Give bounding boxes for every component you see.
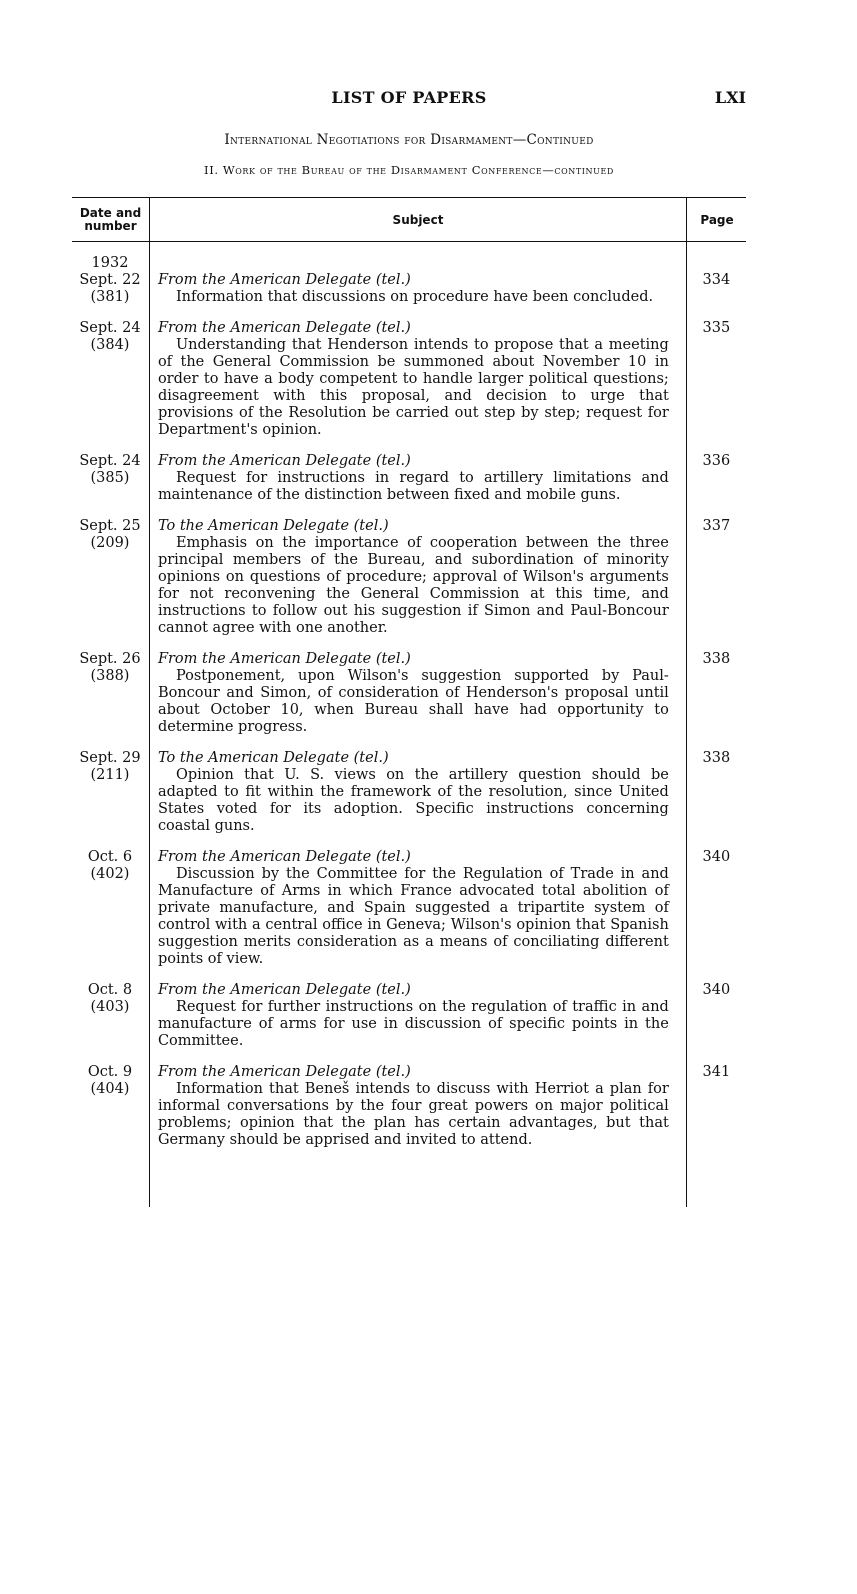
subsection-title: II. Work of the Bureau of the Disarmament Conference—continued bbox=[204, 163, 614, 177]
subject-description: Information that discussions on procedure have been concluded. bbox=[175, 289, 654, 305]
date-cell bbox=[72, 750, 148, 835]
date-cell bbox=[72, 320, 148, 439]
document-number: (211) bbox=[90, 767, 130, 783]
document-date: Sept. 24 bbox=[79, 320, 141, 336]
page-reference: 340 bbox=[702, 982, 731, 998]
page-reference: 338 bbox=[702, 651, 731, 667]
table-row bbox=[72, 849, 746, 968]
date-cell bbox=[72, 518, 148, 637]
document-number: (404) bbox=[90, 1081, 130, 1097]
table-row bbox=[72, 255, 746, 306]
subject-cell bbox=[158, 750, 669, 835]
document-date: Oct. 9 bbox=[87, 1064, 133, 1080]
sender-line: From the American Delegate (tel.) bbox=[157, 982, 411, 998]
subject-description: Request for further instructions on the regulation of traffic in and manufacture of arms for use in discussion of specific points in the Committee. bbox=[157, 999, 669, 1049]
subject-description: Postponement, upon Wilson's suggestion supported by Paul-Boncour and Simon, of consideration of Henderson's proposal until about October 10, when Bureau shall have had opportunity to determine progress. bbox=[157, 668, 669, 735]
subject-cell bbox=[158, 320, 669, 439]
date-cell bbox=[72, 1064, 148, 1149]
subject-description: Information that Beneš intends to discuss with Herriot a plan for informal conversations by the four great powers on major political problems; opinion that the plan has certain advantages, but that Germany should be apprised and invited to attend. bbox=[157, 1081, 669, 1148]
subject-description: Understanding that Henderson intends to propose that a meeting of the General Commission be summoned about November 10 in order to have a body competent to handle larger political questions; disagreement with this proposal, and decision to urge that provisions of the Resolution be carried out step by step; request for Department's opinion. bbox=[157, 337, 669, 438]
date-cell bbox=[72, 982, 148, 1050]
document-date: Sept. 24 bbox=[79, 453, 141, 469]
column-header-date: Date and number bbox=[79, 206, 142, 233]
subject-description: Discussion by the Committee for the Regulation of Trade in and Manufacture of Arms in which France advocated total abolition of private manufacture, and Spain suggested a tripartite system of control with a central office in Geneva; Wilson's opinion that Spanish suggestion merits consideration as a means of conciliating different points of view. bbox=[157, 866, 669, 967]
document-date: Sept. 29 bbox=[79, 750, 141, 766]
document-date: Sept. 25 bbox=[79, 518, 141, 534]
document-date: Oct. 6 bbox=[87, 849, 133, 865]
table-row bbox=[72, 518, 746, 637]
table-row bbox=[72, 651, 746, 736]
sender-line: From the American Delegate (tel.) bbox=[157, 1064, 411, 1080]
table-row bbox=[72, 320, 746, 439]
column-header-subject: Subject bbox=[392, 213, 444, 227]
subject-cell bbox=[158, 651, 669, 736]
page-reference: 338 bbox=[702, 750, 731, 766]
page-number: LXI bbox=[714, 88, 746, 107]
subject-cell bbox=[158, 453, 669, 504]
document-number: (388) bbox=[90, 668, 130, 684]
page-reference: 336 bbox=[702, 453, 731, 469]
page-reference: 335 bbox=[702, 320, 731, 336]
page-reference: 341 bbox=[702, 1064, 731, 1080]
sender-line: From the American Delegate (tel.) bbox=[157, 320, 411, 336]
table-row bbox=[72, 750, 746, 835]
table-row bbox=[72, 1064, 746, 1149]
document-date: Sept. 26 bbox=[79, 651, 141, 667]
document-number: (385) bbox=[90, 470, 130, 486]
subject-description: Emphasis on the importance of cooperation between the three principal members of the Bureau, and subordination of minority opinions on questions of procedure; approval of Wilson's arguments for not reconvening the General Commission at this time, and instructions to follow out his suggestion if Simon and Paul-Boncour cannot agree with one another. bbox=[157, 535, 669, 636]
document-number: (402) bbox=[90, 866, 130, 882]
subject-description: Request for instructions in regard to artillery limitations and maintenance of the distinction between fixed and mobile guns. bbox=[157, 470, 669, 503]
sender-line: From the American Delegate (tel.) bbox=[157, 272, 411, 288]
sender-line: From the American Delegate (tel.) bbox=[157, 651, 411, 667]
subject-cell bbox=[158, 849, 669, 968]
date-cell bbox=[72, 453, 148, 504]
sender-line: From the American Delegate (tel.) bbox=[157, 849, 411, 865]
date-cell bbox=[72, 255, 148, 306]
table-row bbox=[72, 982, 746, 1050]
sender-line: To the American Delegate (tel.) bbox=[157, 750, 389, 766]
subject-cell bbox=[158, 518, 669, 637]
document-date: Oct. 8 bbox=[87, 982, 133, 998]
document-number: (403) bbox=[90, 999, 130, 1015]
section-title: International Negotiations for Disarmament—Continued bbox=[224, 132, 594, 148]
date-cell bbox=[72, 849, 148, 968]
page-reference: 340 bbox=[702, 849, 731, 865]
sender-line: To the American Delegate (tel.) bbox=[157, 518, 389, 534]
column-header-page: Page bbox=[700, 213, 734, 227]
document-number: (384) bbox=[90, 337, 130, 353]
page-reference: 334 bbox=[702, 272, 731, 288]
table-row bbox=[72, 453, 746, 504]
table-top-rule bbox=[72, 197, 746, 198]
running-title: LIST OF PAPERS bbox=[331, 88, 487, 107]
subject-cell bbox=[158, 982, 669, 1050]
document-number: (381) bbox=[90, 289, 130, 305]
subject-cell bbox=[158, 255, 669, 306]
date-cell bbox=[72, 651, 148, 736]
running-head bbox=[72, 88, 746, 110]
document-date: Sept. 22 bbox=[79, 272, 141, 288]
sender-line: From the American Delegate (tel.) bbox=[157, 453, 411, 469]
table-body bbox=[72, 255, 746, 1163]
table-header-rule bbox=[72, 241, 746, 242]
document-number: (209) bbox=[90, 535, 130, 551]
subject-cell bbox=[158, 1064, 669, 1149]
subject-description: Opinion that U. S. views on the artillery question should be adapted to fit within the framework of the resolution, since United States voted for its adoption. Specific instructions concerning coastal guns. bbox=[157, 767, 669, 834]
year-label: 1932 bbox=[91, 255, 129, 271]
page-reference: 337 bbox=[702, 518, 731, 534]
